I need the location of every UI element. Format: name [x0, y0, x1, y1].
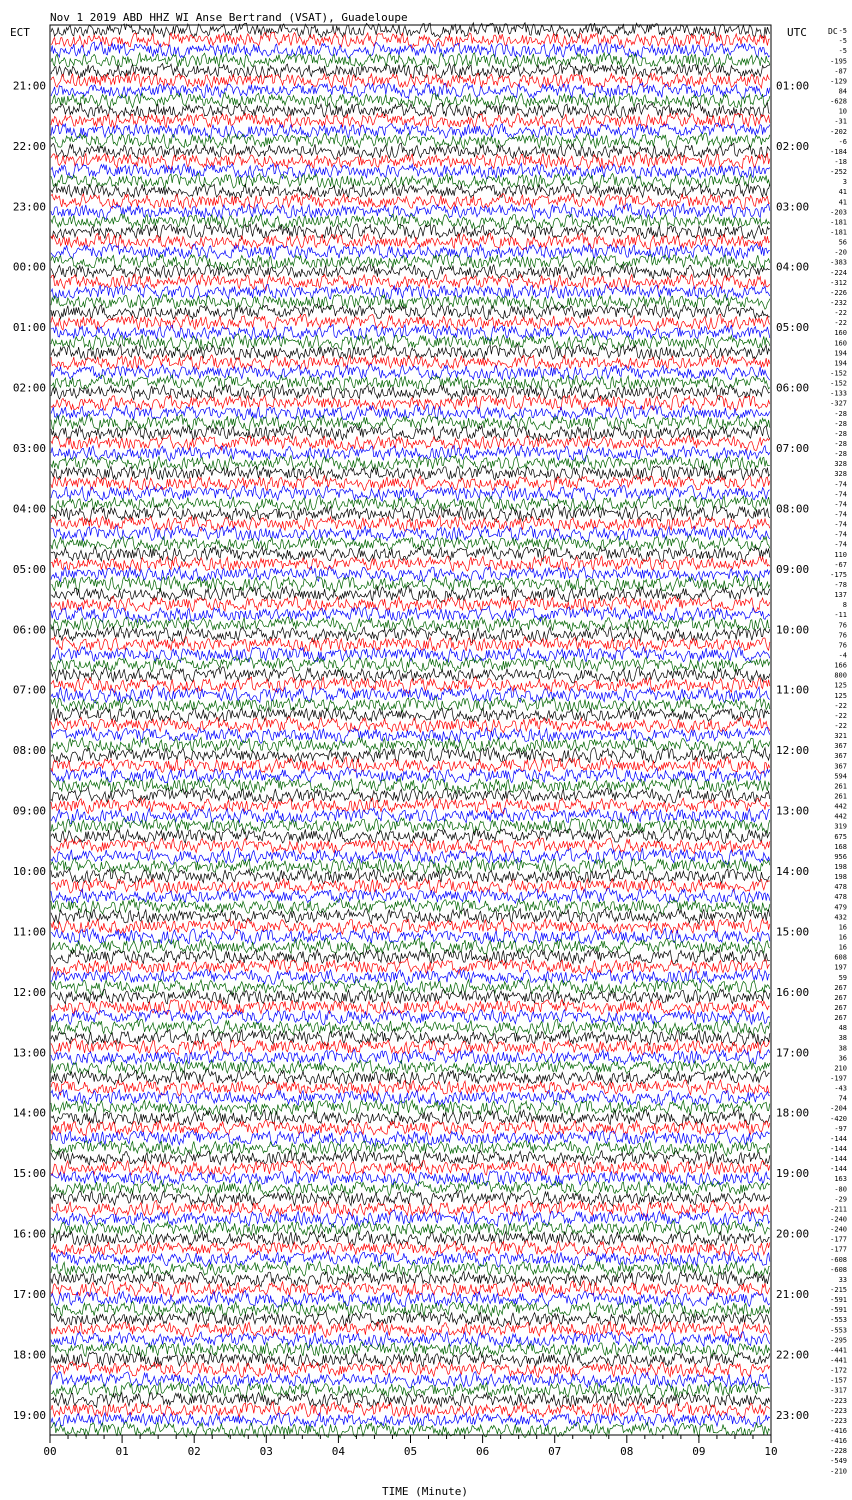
dc-offset-label: -204 — [830, 1104, 847, 1113]
dc-offset-label: -223 — [830, 1406, 847, 1415]
right-hour-label: 05:00 — [776, 321, 810, 335]
dc-offset-label: -67 — [834, 560, 847, 569]
dc-offset-label: 367 — [834, 762, 847, 771]
trace-line — [51, 1311, 770, 1327]
trace-line — [51, 808, 770, 824]
trace-line — [51, 385, 770, 400]
right-hour-label: 17:00 — [776, 1046, 810, 1060]
dc-offset-label: 16 — [838, 933, 847, 942]
dc-offset-label: -177 — [830, 1235, 847, 1244]
dc-offset-label: -215 — [830, 1285, 847, 1294]
right-hour-label: 08:00 — [776, 502, 810, 516]
dc-offset-label: 267 — [834, 1014, 847, 1023]
trace-line — [51, 667, 770, 683]
dc-offset-label: -152 — [830, 369, 847, 378]
left-hour-label: 05:00 — [12, 562, 46, 576]
x-axis — [43, 1435, 777, 1458]
trace-line — [51, 1030, 770, 1046]
right-hour-label: 21:00 — [776, 1288, 810, 1301]
dc-offset-label: -553 — [830, 1326, 847, 1335]
trace-line — [51, 425, 770, 441]
left-hour-label: 23:00 — [12, 200, 46, 214]
trace-line — [51, 1251, 770, 1267]
right-hour-label: 19:00 — [776, 1167, 810, 1181]
right-hour-label: 20:00 — [776, 1227, 810, 1241]
dc-offset-label: -223 — [830, 1396, 847, 1405]
dc-offset-label: -232 — [830, 298, 847, 307]
dc-offset-label: -28 — [834, 439, 847, 448]
dc-offset-label: -181 — [830, 218, 847, 227]
trace-line — [51, 1332, 770, 1348]
trace-line — [51, 798, 770, 814]
right-hour-label: 18:00 — [776, 1106, 810, 1120]
dc-offset-label: 442 — [834, 802, 847, 811]
dc-offset-label: 367 — [834, 752, 847, 761]
trace-line — [51, 919, 770, 934]
dc-offset-label: -28 — [834, 450, 847, 459]
dc-offset-label: -591 — [830, 1296, 847, 1305]
dc-offset-label: 84 — [838, 87, 847, 96]
right-hour-label: 16:00 — [776, 985, 810, 999]
x-tick-label: 10 — [764, 1445, 778, 1458]
dc-offset-label: -181 — [830, 228, 847, 237]
dc-offset-label: 267 — [834, 993, 847, 1002]
dc-offset-label: 160 — [834, 339, 847, 348]
right-hour-label: 14:00 — [776, 865, 810, 878]
trace-line — [51, 505, 770, 522]
dc-offset-label: -87 — [834, 67, 847, 76]
trace-line — [51, 184, 770, 199]
dc-offset-label: 76 — [838, 631, 847, 640]
left-hour-label: 03:00 — [12, 442, 46, 455]
dc-offset-label: -78 — [834, 580, 847, 589]
left-hour-label: 13:00 — [12, 1046, 46, 1060]
trace-line — [51, 163, 770, 178]
trace-line — [51, 1120, 770, 1136]
trace-line — [51, 748, 770, 763]
x-axis-label: TIME (Minute) — [381, 1485, 469, 1498]
trace-line — [51, 989, 770, 1004]
seismic-traces — [51, 23, 770, 1438]
dc-offset-label: -317 — [830, 1386, 847, 1395]
dc-offset-label: -74 — [834, 510, 847, 519]
trace-line — [51, 1141, 770, 1156]
left-timezone-label: ECT — [10, 26, 30, 39]
dc-offset-label: -210 — [830, 1467, 847, 1476]
x-tick-label: 03 — [259, 1445, 273, 1458]
left-hour-label: 15:00 — [12, 1167, 46, 1181]
left-hour-label: 14:00 — [12, 1106, 46, 1120]
trace-line — [51, 1009, 770, 1025]
dc-offset-label: 38 — [838, 1044, 847, 1053]
trace-line — [51, 1241, 770, 1257]
trace-line — [51, 878, 770, 894]
right-hour-label: 09:00 — [776, 562, 810, 576]
trace-line — [51, 1221, 770, 1237]
dc-offset-label: 41 — [838, 198, 847, 207]
dc-offset-label: 261 — [834, 782, 847, 791]
dc-offset-label: 328 — [834, 470, 847, 479]
dc-offset-label: 33 — [838, 1275, 847, 1284]
dc-offset-label: -5 — [838, 37, 847, 46]
trace-line — [51, 1151, 770, 1167]
trace-line — [51, 194, 770, 210]
dc-offset-label: -175 — [830, 570, 847, 579]
dc-offset-label: -240 — [830, 1225, 847, 1234]
dc-offset-label: -441 — [830, 1356, 847, 1365]
trace-line — [51, 284, 770, 299]
right-hour-label: 01:00 — [776, 79, 810, 93]
dc-offset-label: -252 — [830, 168, 847, 177]
left-hour-label: 09:00 — [12, 804, 46, 818]
dc-offset-label: 608 — [834, 953, 847, 962]
trace-line — [51, 627, 770, 643]
dc-offset-label: 432 — [834, 913, 847, 922]
right-hour-label: 13:00 — [776, 804, 810, 818]
trace-line — [51, 1301, 770, 1317]
dc-offset-label: 197 — [834, 963, 847, 972]
dc-offset-label: -420 — [830, 1114, 847, 1123]
dc-offset-label: -22 — [834, 711, 847, 720]
left-hour-label: 08:00 — [12, 744, 46, 758]
trace-line — [51, 405, 770, 420]
dc-offset-label: 38 — [838, 1034, 847, 1043]
trace-line — [51, 304, 770, 320]
dc-offset-label: -628 — [830, 97, 847, 106]
dc-offset-label: -22 — [834, 701, 847, 710]
dc-offset-label: 110 — [834, 550, 847, 559]
left-hour-label: 11:00 — [12, 925, 46, 939]
dc-offset-label: 16 — [838, 943, 847, 952]
right-hour-label: 10:00 — [776, 623, 810, 637]
dc-offset-label: -211 — [830, 1205, 847, 1214]
dc-offset-label: -240 — [830, 1215, 847, 1224]
x-tick-label: 06 — [475, 1445, 490, 1458]
trace-line — [51, 294, 770, 309]
trace-line — [51, 556, 770, 571]
plot-title: Nov 1 2019 ABD HHZ WI Anse Bertrand (VSAT), Guadeloupe — [50, 11, 408, 24]
trace-line — [51, 1060, 770, 1076]
trace-line — [51, 647, 770, 662]
left-hour-label: 10:00 — [12, 865, 46, 878]
dc-offset-label: 328 — [834, 460, 847, 469]
dc-offset-label: 198 — [834, 873, 847, 882]
right-hour-label: 12:00 — [776, 744, 810, 758]
dc-offset-label: -327 — [830, 399, 847, 408]
trace-line — [51, 707, 770, 723]
trace-line — [51, 1171, 770, 1186]
trace-line — [51, 395, 770, 410]
dc-offset-label: 74 — [838, 1094, 847, 1103]
dc-offset-label: -549 — [830, 1457, 847, 1466]
dc-offset-label: 321 — [834, 732, 847, 741]
trace-line — [51, 677, 770, 693]
trace-line — [51, 456, 770, 472]
dc-offset-label: -608 — [830, 1265, 847, 1274]
trace-line — [51, 657, 770, 673]
trace-line — [51, 375, 770, 391]
dc-offset-label: -97 — [834, 1124, 847, 1133]
dc-offset-label: -74 — [834, 480, 847, 489]
dc-offset-label: 319 — [834, 822, 847, 831]
trace-line — [51, 133, 770, 149]
trace-line — [51, 435, 770, 451]
trace-line — [51, 123, 770, 138]
trace-line — [51, 1281, 770, 1297]
dc-offset-label: 76 — [838, 641, 847, 650]
trace-line — [51, 414, 770, 431]
dc-offset-label: 267 — [834, 1003, 847, 1012]
dc-offset-labels — [830, 27, 847, 1475]
trace-line — [51, 787, 770, 803]
dc-offset-label: -416 — [830, 1437, 847, 1446]
left-hour-labels — [13, 79, 46, 1421]
trace-line — [51, 476, 770, 491]
right-hour-label: 15:00 — [776, 925, 810, 939]
trace-line — [51, 1100, 770, 1115]
dc-offset-label: -43 — [834, 1084, 847, 1093]
dc-offset-label: 48 — [838, 1024, 847, 1033]
dc-offset-label: 675 — [834, 832, 847, 841]
trace-line — [51, 53, 770, 68]
dc-offset-label: 367 — [834, 742, 847, 751]
left-hour-label: 21:00 — [12, 79, 46, 93]
dc-offset-label: -172 — [830, 1366, 847, 1375]
dc-offset-label: 479 — [834, 903, 847, 912]
dc-offset-label: 478 — [834, 883, 847, 892]
dc-offset-label: -152 — [830, 379, 847, 388]
dc-offset-label: 267 — [834, 983, 847, 992]
trace-line — [51, 757, 770, 774]
trace-line — [51, 265, 770, 280]
dc-offset-label: 194 — [834, 349, 847, 358]
x-tick-label: 08 — [620, 1445, 634, 1458]
trace-line — [51, 999, 770, 1014]
dc-offset-label: -295 — [830, 1336, 847, 1345]
left-hour-label: 17:00 — [12, 1288, 46, 1301]
right-hour-label: 22:00 — [776, 1348, 810, 1362]
trace-line — [51, 717, 770, 733]
dc-offset-label: 125 — [834, 691, 847, 700]
dc-offset-label: 137 — [834, 591, 847, 600]
trace-line — [51, 818, 770, 833]
dc-offset-label: 56 — [838, 238, 847, 247]
dc-offset-label: -157 — [830, 1376, 847, 1385]
dc-offset-label: 160 — [834, 329, 847, 338]
trace-line — [51, 697, 770, 713]
dc-offset-label: 8 — [842, 601, 847, 610]
dc-offset-label: -28 — [834, 429, 847, 438]
left-hour-label: 07:00 — [12, 683, 46, 697]
trace-line — [51, 496, 770, 512]
left-hour-label: 12:00 — [12, 985, 46, 999]
dc-offset-label: -18 — [834, 157, 847, 166]
dc-offset-label: 800 — [834, 671, 847, 680]
right-hour-label: 06:00 — [776, 381, 810, 395]
dc-offset-label: -29 — [834, 1195, 847, 1204]
dc-offset-label: -184 — [830, 147, 847, 156]
dc-offset-label: 125 — [834, 681, 847, 690]
dc-header-label: DC — [828, 27, 838, 36]
dc-offset-label: 210 — [834, 1064, 847, 1073]
right-hour-label: 23:00 — [776, 1408, 810, 1422]
dc-offset-label: -223 — [830, 1416, 847, 1425]
dc-offset-label: -144 — [830, 1155, 847, 1164]
right-hour-label: 11:00 — [776, 683, 810, 697]
trace-line — [51, 1322, 770, 1338]
dc-offset-label: -226 — [830, 288, 847, 297]
trace-line — [51, 1352, 770, 1367]
dc-offset-label: -383 — [830, 258, 847, 267]
dc-offset-label: -28 — [834, 409, 847, 418]
dc-offset-label: 163 — [834, 1175, 847, 1184]
dc-offset-label: 198 — [834, 862, 847, 871]
dc-offset-label: -6 — [838, 137, 847, 146]
left-hour-label: 04:00 — [12, 502, 46, 516]
dc-offset-label: -312 — [830, 278, 847, 287]
dc-offset-label: 3 — [842, 178, 847, 187]
dc-offset-label: -144 — [830, 1165, 847, 1174]
trace-line — [51, 1201, 770, 1217]
dc-offset-label: 478 — [834, 893, 847, 902]
dc-offset-label: -129 — [830, 77, 847, 86]
dc-offset-label: 168 — [834, 842, 847, 851]
right-hour-label: 07:00 — [776, 442, 810, 455]
trace-line — [51, 596, 770, 611]
dc-offset-label: 194 — [834, 359, 847, 368]
x-tick-label: 00 — [43, 1445, 57, 1458]
left-hour-label: 16:00 — [12, 1227, 46, 1241]
dc-offset-label: 594 — [834, 772, 847, 781]
left-hour-label: 22:00 — [12, 139, 46, 153]
x-tick-label: 04 — [331, 1445, 346, 1458]
dc-offset-label: -5 — [838, 47, 847, 56]
dc-offset-label: -591 — [830, 1306, 847, 1315]
dc-offset-label: -11 — [834, 611, 847, 620]
left-hour-label: 06:00 — [12, 623, 46, 637]
dc-offset-label: -22 — [834, 309, 847, 318]
x-tick-label: 05 — [403, 1445, 418, 1458]
dc-offset-label: 166 — [834, 661, 847, 670]
dc-offset-label: 41 — [838, 188, 847, 197]
trace-line — [51, 1342, 770, 1357]
trace-line — [51, 1090, 770, 1106]
right-hour-labels — [776, 79, 809, 1421]
dc-offset-label: -228 — [830, 1447, 847, 1456]
dc-offset-label: 76 — [838, 621, 847, 630]
dc-offset-label: -28 — [834, 419, 847, 428]
dc-offset-label: -5 — [838, 27, 847, 36]
dc-offset-label: 59 — [838, 973, 847, 982]
dc-offset-label: -202 — [830, 127, 847, 136]
left-hour-label: 01:00 — [12, 321, 46, 335]
left-hour-label: 02:00 — [12, 381, 46, 395]
dc-offset-label: -22 — [834, 721, 847, 730]
trace-line — [51, 857, 770, 874]
dc-offset-label: -22 — [834, 319, 847, 328]
x-tick-label: 07 — [548, 1445, 562, 1458]
dc-offset-label: -197 — [830, 1074, 847, 1083]
dc-offset-label: -203 — [830, 208, 847, 217]
dc-offset-label: -416 — [830, 1426, 847, 1435]
dc-offset-label: -177 — [830, 1245, 847, 1254]
dc-offset-label: -4 — [838, 651, 847, 660]
trace-line — [51, 848, 770, 864]
left-hour-label: 19:00 — [12, 1408, 46, 1422]
dc-offset-label: -224 — [830, 268, 847, 277]
trace-line — [51, 83, 770, 98]
trace-line — [51, 1070, 770, 1086]
dc-offset-label: -74 — [834, 490, 847, 499]
dc-offset-label: -20 — [834, 248, 847, 257]
dc-offset-label: 442 — [834, 812, 847, 821]
dc-offset-label: -80 — [834, 1185, 847, 1194]
trace-line — [51, 778, 770, 794]
dc-offset-label: -441 — [830, 1346, 847, 1355]
trace-line — [51, 899, 770, 915]
dc-offset-label: -608 — [830, 1255, 847, 1264]
left-hour-label: 18:00 — [12, 1348, 46, 1362]
trace-line — [51, 938, 770, 955]
trace-line — [51, 727, 770, 743]
dc-offset-label: -74 — [834, 500, 847, 509]
x-tick-label: 09 — [692, 1445, 706, 1458]
x-tick-label: 01 — [115, 1445, 129, 1458]
dc-offset-label: -144 — [830, 1134, 847, 1143]
dc-offset-label: -74 — [834, 530, 847, 539]
trace-line — [51, 949, 770, 965]
trace-line — [51, 536, 770, 551]
right-timezone-label: UTC — [787, 26, 807, 39]
right-hour-label: 04:00 — [776, 260, 810, 274]
left-hour-label: 00:00 — [12, 260, 46, 274]
dc-offset-label: -31 — [834, 117, 847, 126]
trace-line — [51, 1130, 770, 1146]
dc-offset-label: -195 — [830, 57, 847, 66]
dc-offset-label: 956 — [834, 852, 847, 861]
right-hour-label: 03:00 — [776, 200, 810, 214]
dc-offset-label: -553 — [830, 1316, 847, 1325]
dc-offset-label: -74 — [834, 540, 847, 549]
dc-offset-label: -74 — [834, 520, 847, 529]
x-tick-label: 02 — [187, 1445, 201, 1458]
dc-offset-label: -144 — [830, 1144, 847, 1153]
right-hour-label: 02:00 — [776, 139, 810, 153]
trace-line — [51, 1412, 770, 1427]
trace-line — [51, 1181, 770, 1197]
dc-offset-label: 261 — [834, 792, 847, 801]
dc-offset-label: 16 — [838, 923, 847, 932]
dc-offset-label: 36 — [838, 1054, 847, 1063]
trace-line — [51, 686, 770, 703]
dc-offset-label: -133 — [830, 389, 847, 398]
dc-offset-label: 10 — [838, 107, 847, 116]
